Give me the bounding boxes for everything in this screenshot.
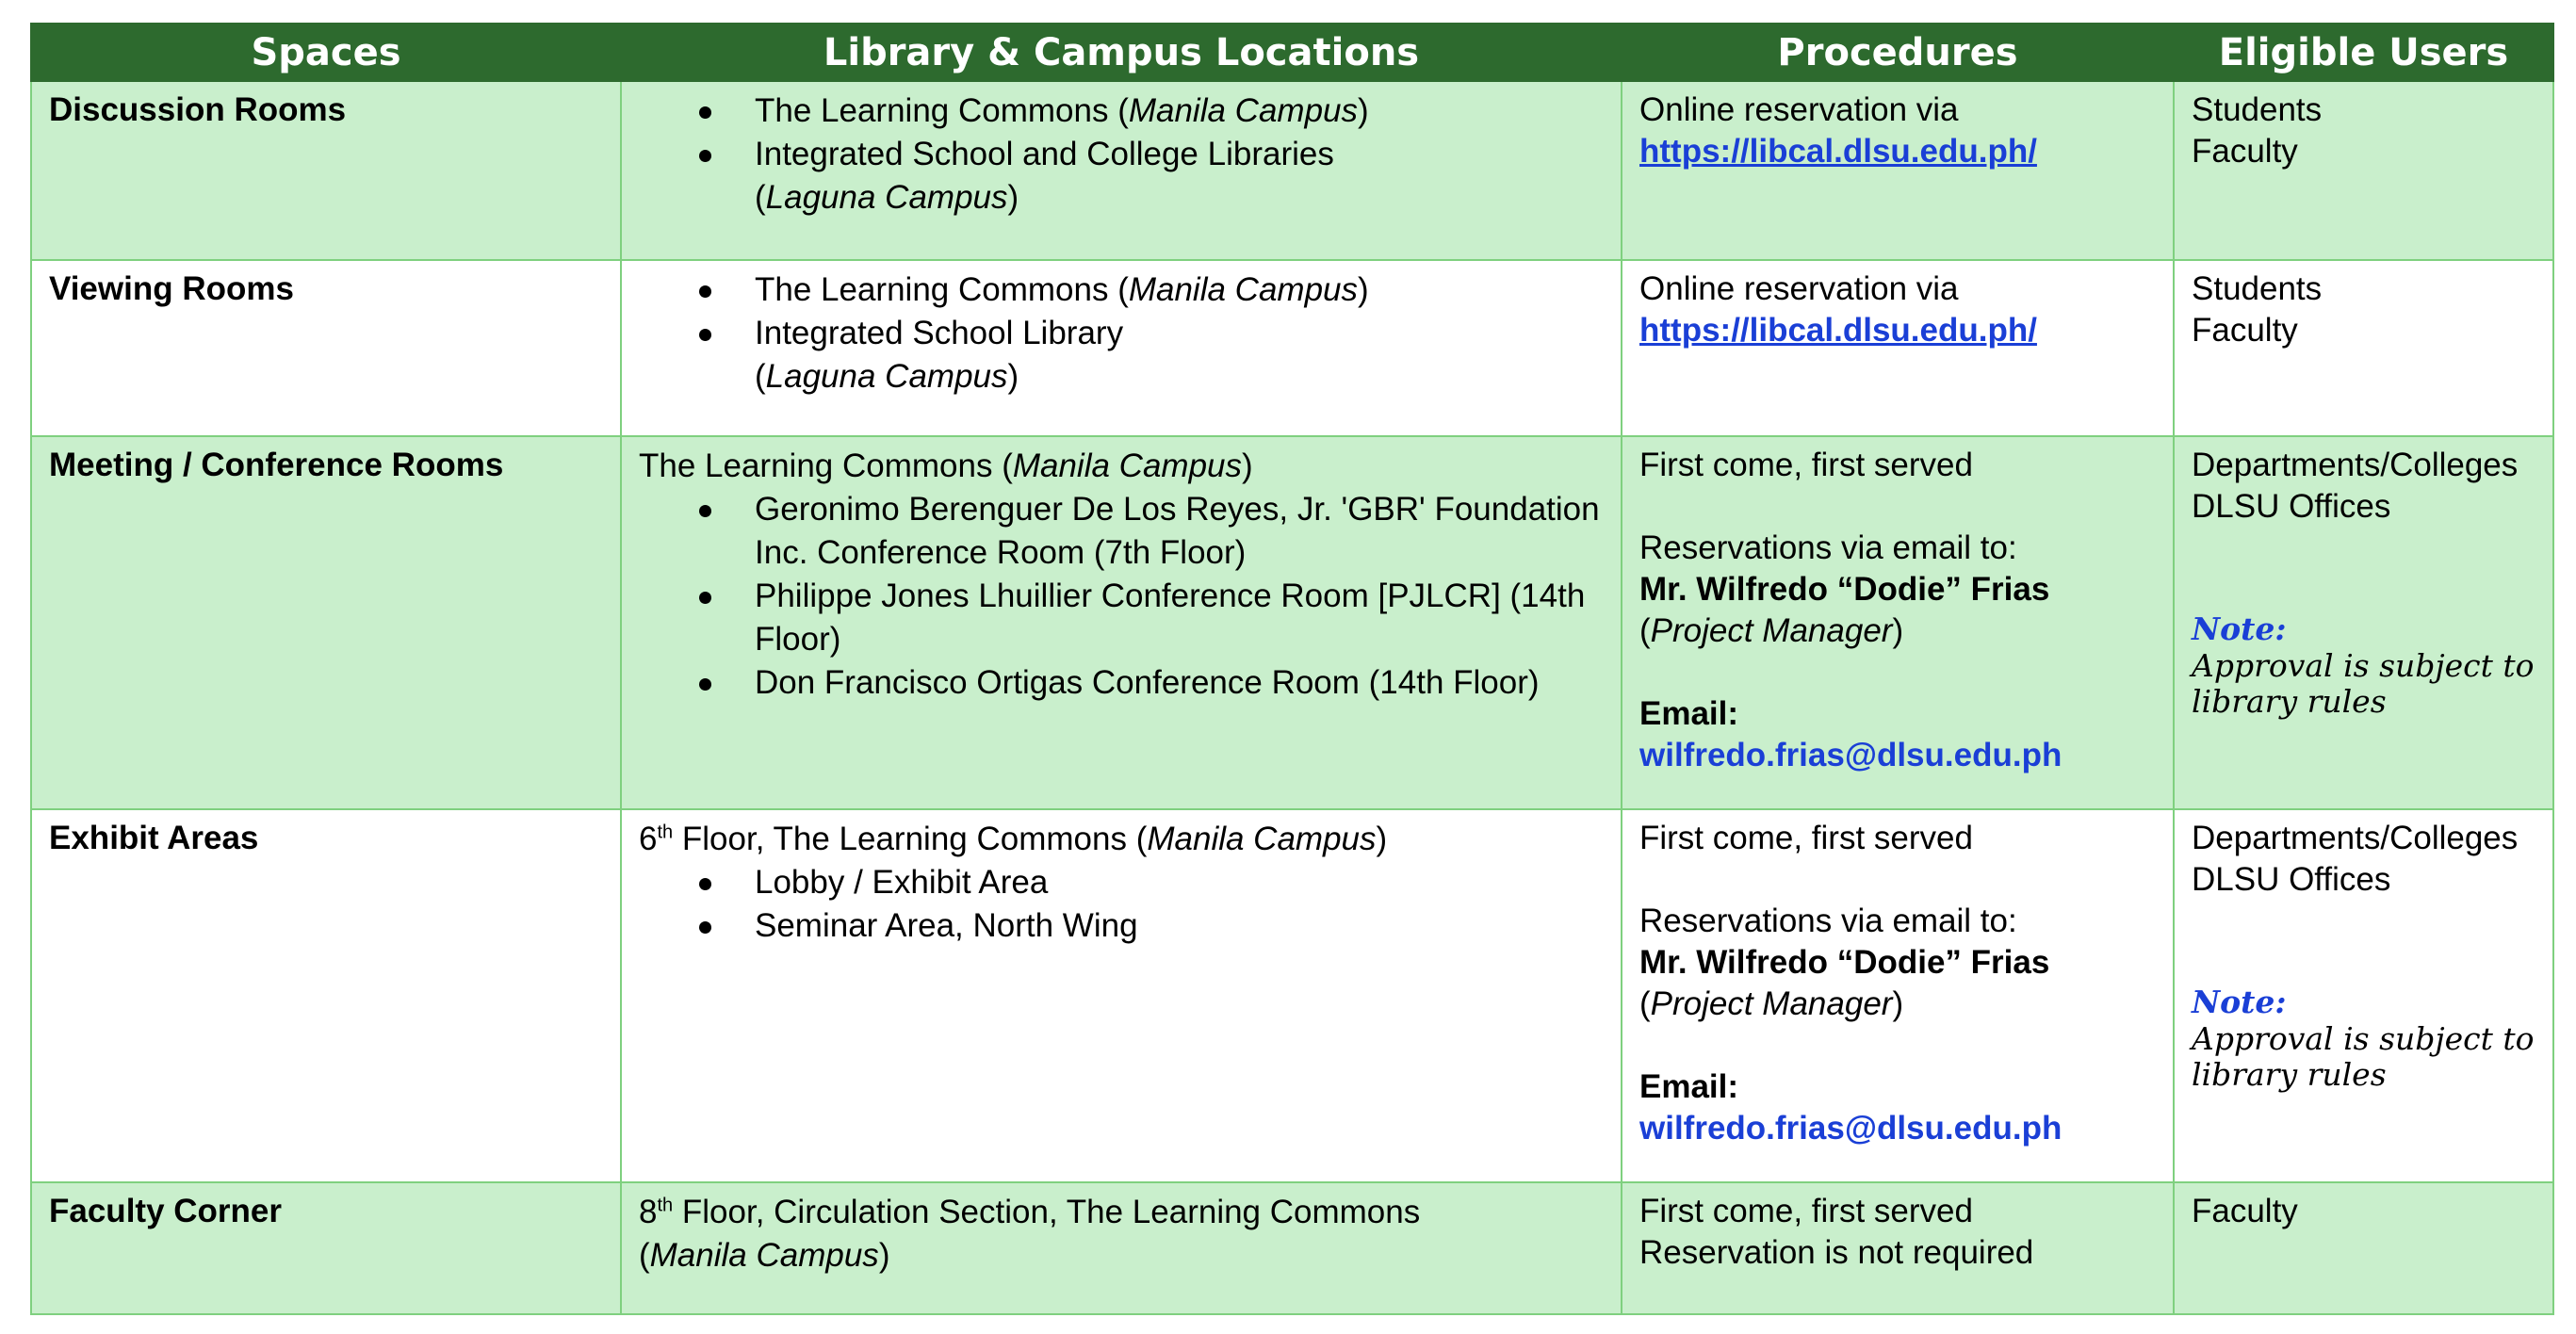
locations-cell [621, 1182, 1622, 1314]
user-type: Departments/Colleges [2192, 820, 2519, 856]
locations-list [639, 488, 1604, 705]
procedure-line: First come, first served [1639, 1193, 1973, 1229]
locations-cell [621, 436, 1622, 809]
contact-name: Mr. Wilfredo “Dodie” Frias [1639, 571, 2050, 608]
procedure-text: Online reservation via [1639, 91, 1959, 128]
space-name: Meeting / Conference Rooms [49, 447, 504, 483]
eligible-users-cell [2174, 81, 2553, 260]
user-type: Faculty [2192, 312, 2298, 349]
location-intro-campus: (Manila Campus) [639, 1237, 890, 1274]
list-item: Integrated School and College Libraries (Laguna Campus) [755, 133, 1604, 220]
note-label: Note: [2192, 610, 2287, 647]
note-label: Note: [2192, 984, 2287, 1020]
contact-name: Mr. Wilfredo “Dodie” Frias [1639, 944, 2050, 981]
space-cell [31, 81, 621, 260]
procedure-line: Reservation is not required [1639, 1234, 2034, 1271]
table-row [31, 436, 2553, 809]
space-name: Discussion Rooms [49, 91, 347, 128]
location-intro: 8th Floor, Circulation Section, The Learning Commons [639, 1194, 1421, 1230]
user-type: DLSU Offices [2192, 861, 2391, 898]
procedures-cell [1622, 260, 2174, 436]
user-type: Faculty [2192, 133, 2298, 170]
list-item: Integrated School Library (Laguna Campus) [755, 312, 1604, 399]
space-cell [31, 809, 621, 1182]
procedure-line: Reservations via email to: [1639, 529, 2017, 566]
user-type: Students [2192, 91, 2323, 128]
user-type: Departments/Colleges [2192, 447, 2519, 483]
libcal-link[interactable]: https://libcal.dlsu.edu.ph/ [1639, 133, 2037, 170]
space-cell [31, 260, 621, 436]
locations-list [639, 861, 1604, 948]
email-label: Email: [1639, 695, 1739, 732]
procedure-text: Online reservation via [1639, 270, 1959, 307]
list-item: The Learning Commons (Manila Campus) [755, 268, 1604, 312]
space-name: Viewing Rooms [49, 270, 294, 307]
note-text: Approval is subject to library rules [2192, 1020, 2535, 1093]
user-type: Faculty [2192, 1193, 2298, 1229]
list-item: Lobby / Exhibit Area [755, 861, 1604, 904]
space-name: Faculty Corner [49, 1193, 282, 1229]
procedures-cell [1622, 436, 2174, 809]
list-item: Geronimo Berenguer De Los Reyes, Jr. 'GBR' Foundation Inc. Conference Room (7th Floor) [755, 488, 1604, 575]
procedures-cell [1622, 809, 2174, 1182]
user-type: Students [2192, 270, 2323, 307]
email-link[interactable]: wilfredo.frias@dlsu.edu.ph [1639, 737, 2062, 773]
table-row [31, 1182, 2553, 1314]
contact-title: (Project Manager) [1639, 612, 1904, 649]
list-item: Seminar Area, North Wing [755, 904, 1604, 948]
table-row [31, 81, 2553, 260]
procedures-cell [1622, 1182, 2174, 1314]
location-intro: The Learning Commons (Manila Campus) [639, 447, 1253, 484]
table-row [31, 809, 2553, 1182]
header-spaces: Spaces [31, 24, 621, 81]
spaces-table [30, 23, 2554, 1315]
header-procedures: Procedures [1622, 24, 2174, 81]
eligible-users-cell [2174, 436, 2553, 809]
procedures-cell [1622, 81, 2174, 260]
email-label: Email: [1639, 1068, 1739, 1105]
contact-title: (Project Manager) [1639, 985, 1904, 1022]
user-type: DLSU Offices [2192, 488, 2391, 525]
list-item: Philippe Jones Lhuillier Conference Room [PJLCR] (14th Floor) [755, 575, 1604, 661]
header-locations: Library & Campus Locations [621, 24, 1622, 81]
locations-cell [621, 81, 1622, 260]
locations-cell [621, 260, 1622, 436]
procedure-line: First come, first served [1639, 447, 1973, 483]
space-cell [31, 436, 621, 809]
locations-cell [621, 809, 1622, 1182]
email-link[interactable]: wilfredo.frias@dlsu.edu.ph [1639, 1110, 2062, 1147]
table-row [31, 260, 2553, 436]
procedure-line: First come, first served [1639, 820, 1973, 856]
note-text: Approval is subject to library rules [2192, 647, 2535, 720]
libcal-link[interactable]: https://libcal.dlsu.edu.ph/ [1639, 312, 2037, 349]
list-item: Don Francisco Ortigas Conference Room (14th Floor) [755, 661, 1604, 705]
space-name: Exhibit Areas [49, 820, 259, 856]
spaces-table-container [30, 23, 2552, 1315]
procedure-line: Reservations via email to: [1639, 903, 2017, 939]
eligible-users-cell [2174, 260, 2553, 436]
space-cell [31, 1182, 621, 1314]
eligible-users-cell [2174, 1182, 2553, 1314]
header-eligible-users: Eligible Users [2174, 24, 2553, 81]
list-item: The Learning Commons (Manila Campus) [755, 89, 1604, 133]
locations-list [639, 268, 1604, 399]
table-header-row [31, 24, 2553, 81]
location-intro: 6th Floor, The Learning Commons (Manila Campus) [639, 821, 1388, 857]
eligible-users-cell [2174, 809, 2553, 1182]
locations-list [639, 89, 1604, 220]
